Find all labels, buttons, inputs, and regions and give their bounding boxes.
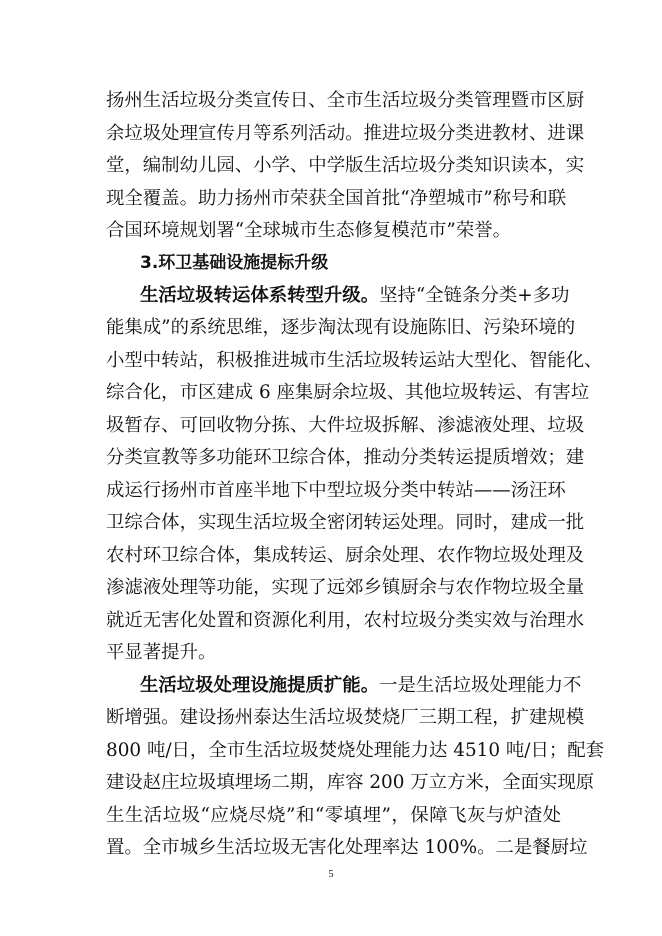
- text-line: 渗滤液处理等功能，实现了远郊乡镇厨余与农作物垃圾全量: [106, 577, 585, 598]
- text-line: 堂，编制幼儿园、小学、中学版生活垃圾分类知识读本，实: [106, 155, 585, 176]
- page-number: 5: [328, 869, 334, 880]
- paragraph-lead-bold: 生活垃圾处理设施提质扩能。: [140, 675, 380, 696]
- text-line: [140, 283, 570, 309]
- text-run: 坚持“全链条分类+多功: [379, 285, 570, 306]
- text-line: 卫综合体，实现生活垃圾全密闭转运处理。同时，建成一批: [106, 512, 585, 533]
- text-line: 生生活垃圾“应烧尽烧”和“零填埋”，保障飞灰与炉渣处: [106, 805, 561, 826]
- text-line: 800 吨/日，全市生活垃圾焚烧处理能力达 4510 吨/日；配套: [106, 740, 605, 761]
- paragraph-lead-bold: 生活垃圾转运体系转型升级。: [140, 285, 380, 306]
- text-line: 能集成”的系统思维，逐步淘汰现有设施陈旧、污染环境的: [106, 317, 576, 338]
- text-line: 断增强。建设扬州泰达生活垃圾焚烧厂三期工程，扩建规模: [106, 707, 585, 728]
- text-line: 平显著提升。: [106, 642, 217, 663]
- text-line: 综合化，市区建成 6 座集厨余垃圾、其他垃圾转运、有害垃: [106, 382, 590, 403]
- text-line: 扬州生活垃圾分类宣传日、全市生活垃圾分类管理暨市区厨: [106, 90, 585, 111]
- section-heading: 3.环卫基础设施提标升级: [140, 253, 329, 273]
- text-run: 一是生活垃圾处理能力不: [379, 675, 582, 696]
- text-line: 圾暂存、可回收物分拣、大件垃圾拆解、渗滤液处理、垃圾: [106, 415, 585, 436]
- text-line: 置。全市城乡生活垃圾无害化处理率达 100%。二是餐厨垃: [106, 837, 588, 858]
- text-line: 小型中转站，积极推进城市生活垃圾转运站大型化、智能化、: [106, 350, 603, 371]
- text-line: 合国环境规划署“全球城市生态修复模范市”荣誉。: [106, 220, 512, 241]
- text-line: 成运行扬州市首座半地下中型垃圾分类中转站——汤汪环: [106, 480, 566, 501]
- text-line: 现全覆盖。助力扬州市荣获全国首批“净塑城市”称号和联: [106, 188, 567, 209]
- text-line: 余垃圾处理宣传月等系列活动。推进垃圾分类进教材、进课: [106, 123, 585, 144]
- text-line: 分类宣教等多功能环卫综合体，推动分类转运提质增效；建: [106, 447, 585, 468]
- text-line: 建设赵庄垃圾填埋场二期，库容 200 万立方米，全面实现原: [106, 772, 595, 793]
- text-line: 就近无害化处置和资源化利用，农村垃圾分类实效与治理水: [106, 610, 585, 631]
- text-line: [140, 673, 582, 699]
- text-line: 农村环卫综合体，集成转运、厨余处理、农作物垃圾处理及: [106, 545, 585, 566]
